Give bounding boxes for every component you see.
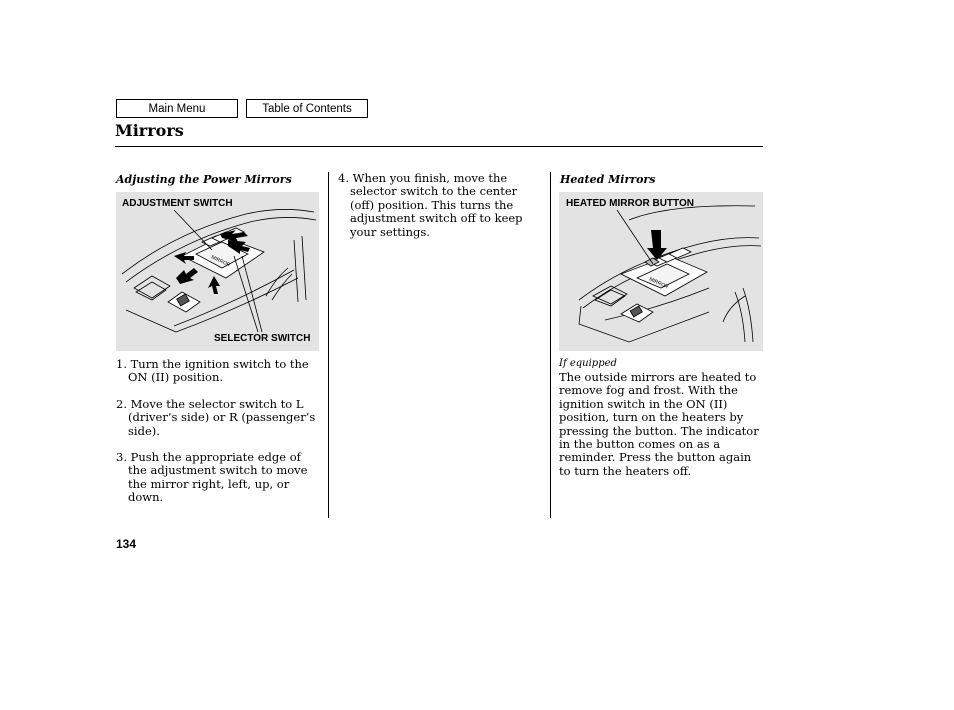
main-menu-button[interactable]: Main Menu [116,99,238,118]
heated-mirror-button-illustration [559,192,763,351]
power-mirror-switch-illustration [116,192,319,351]
if-equipped-note: If equipped [559,358,617,369]
power-mirror-switch-drawing [116,192,319,351]
section-heading-heated-mirrors: Heated Mirrors [560,173,656,186]
switch-label-text: MIRROR [648,276,670,291]
column-divider [550,172,551,518]
instruction-step: 1. Turn the ignition switch to the ON (II) position. [116,357,309,385]
switch-label-text: MIRROR [210,254,232,269]
selector-switch-label: SELECTOR SWITCH [214,333,311,344]
page-number: 134 [116,537,137,551]
heated-mirrors-paragraph: The outside mirrors are heated to remove fog and frost. With the ignition switch in the ON (II) position, turn on the heaters by pressing the button. The indicator in the button comes on as a reminder. Press the button again to turn the heaters off. [559,370,759,478]
heated-mirror-button-label: HEATED MIRROR BUTTON [566,198,694,209]
instruction-step: 2. Move the selector switch to L (driver’s side) or R (passenger’s side). [116,397,316,438]
table-of-contents-button[interactable]: Table of Contents [246,99,368,118]
section-heading-power-mirrors: Adjusting the Power Mirrors [116,173,292,186]
heated-mirror-switch-drawing [559,192,763,351]
instruction-step: 3. Push the appropriate edge of the adjustment switch to move the mirror right, left, up, or down. [116,450,308,505]
column-divider [328,172,329,518]
title-divider [115,146,763,147]
adjustment-switch-label: ADJUSTMENT SWITCH [122,198,233,209]
page-title: Mirrors [115,121,184,140]
instruction-step: 4. When you finish, move the selector switch to the center (off) position. This turns the adjustment switch off to keep your settings. [338,171,523,239]
